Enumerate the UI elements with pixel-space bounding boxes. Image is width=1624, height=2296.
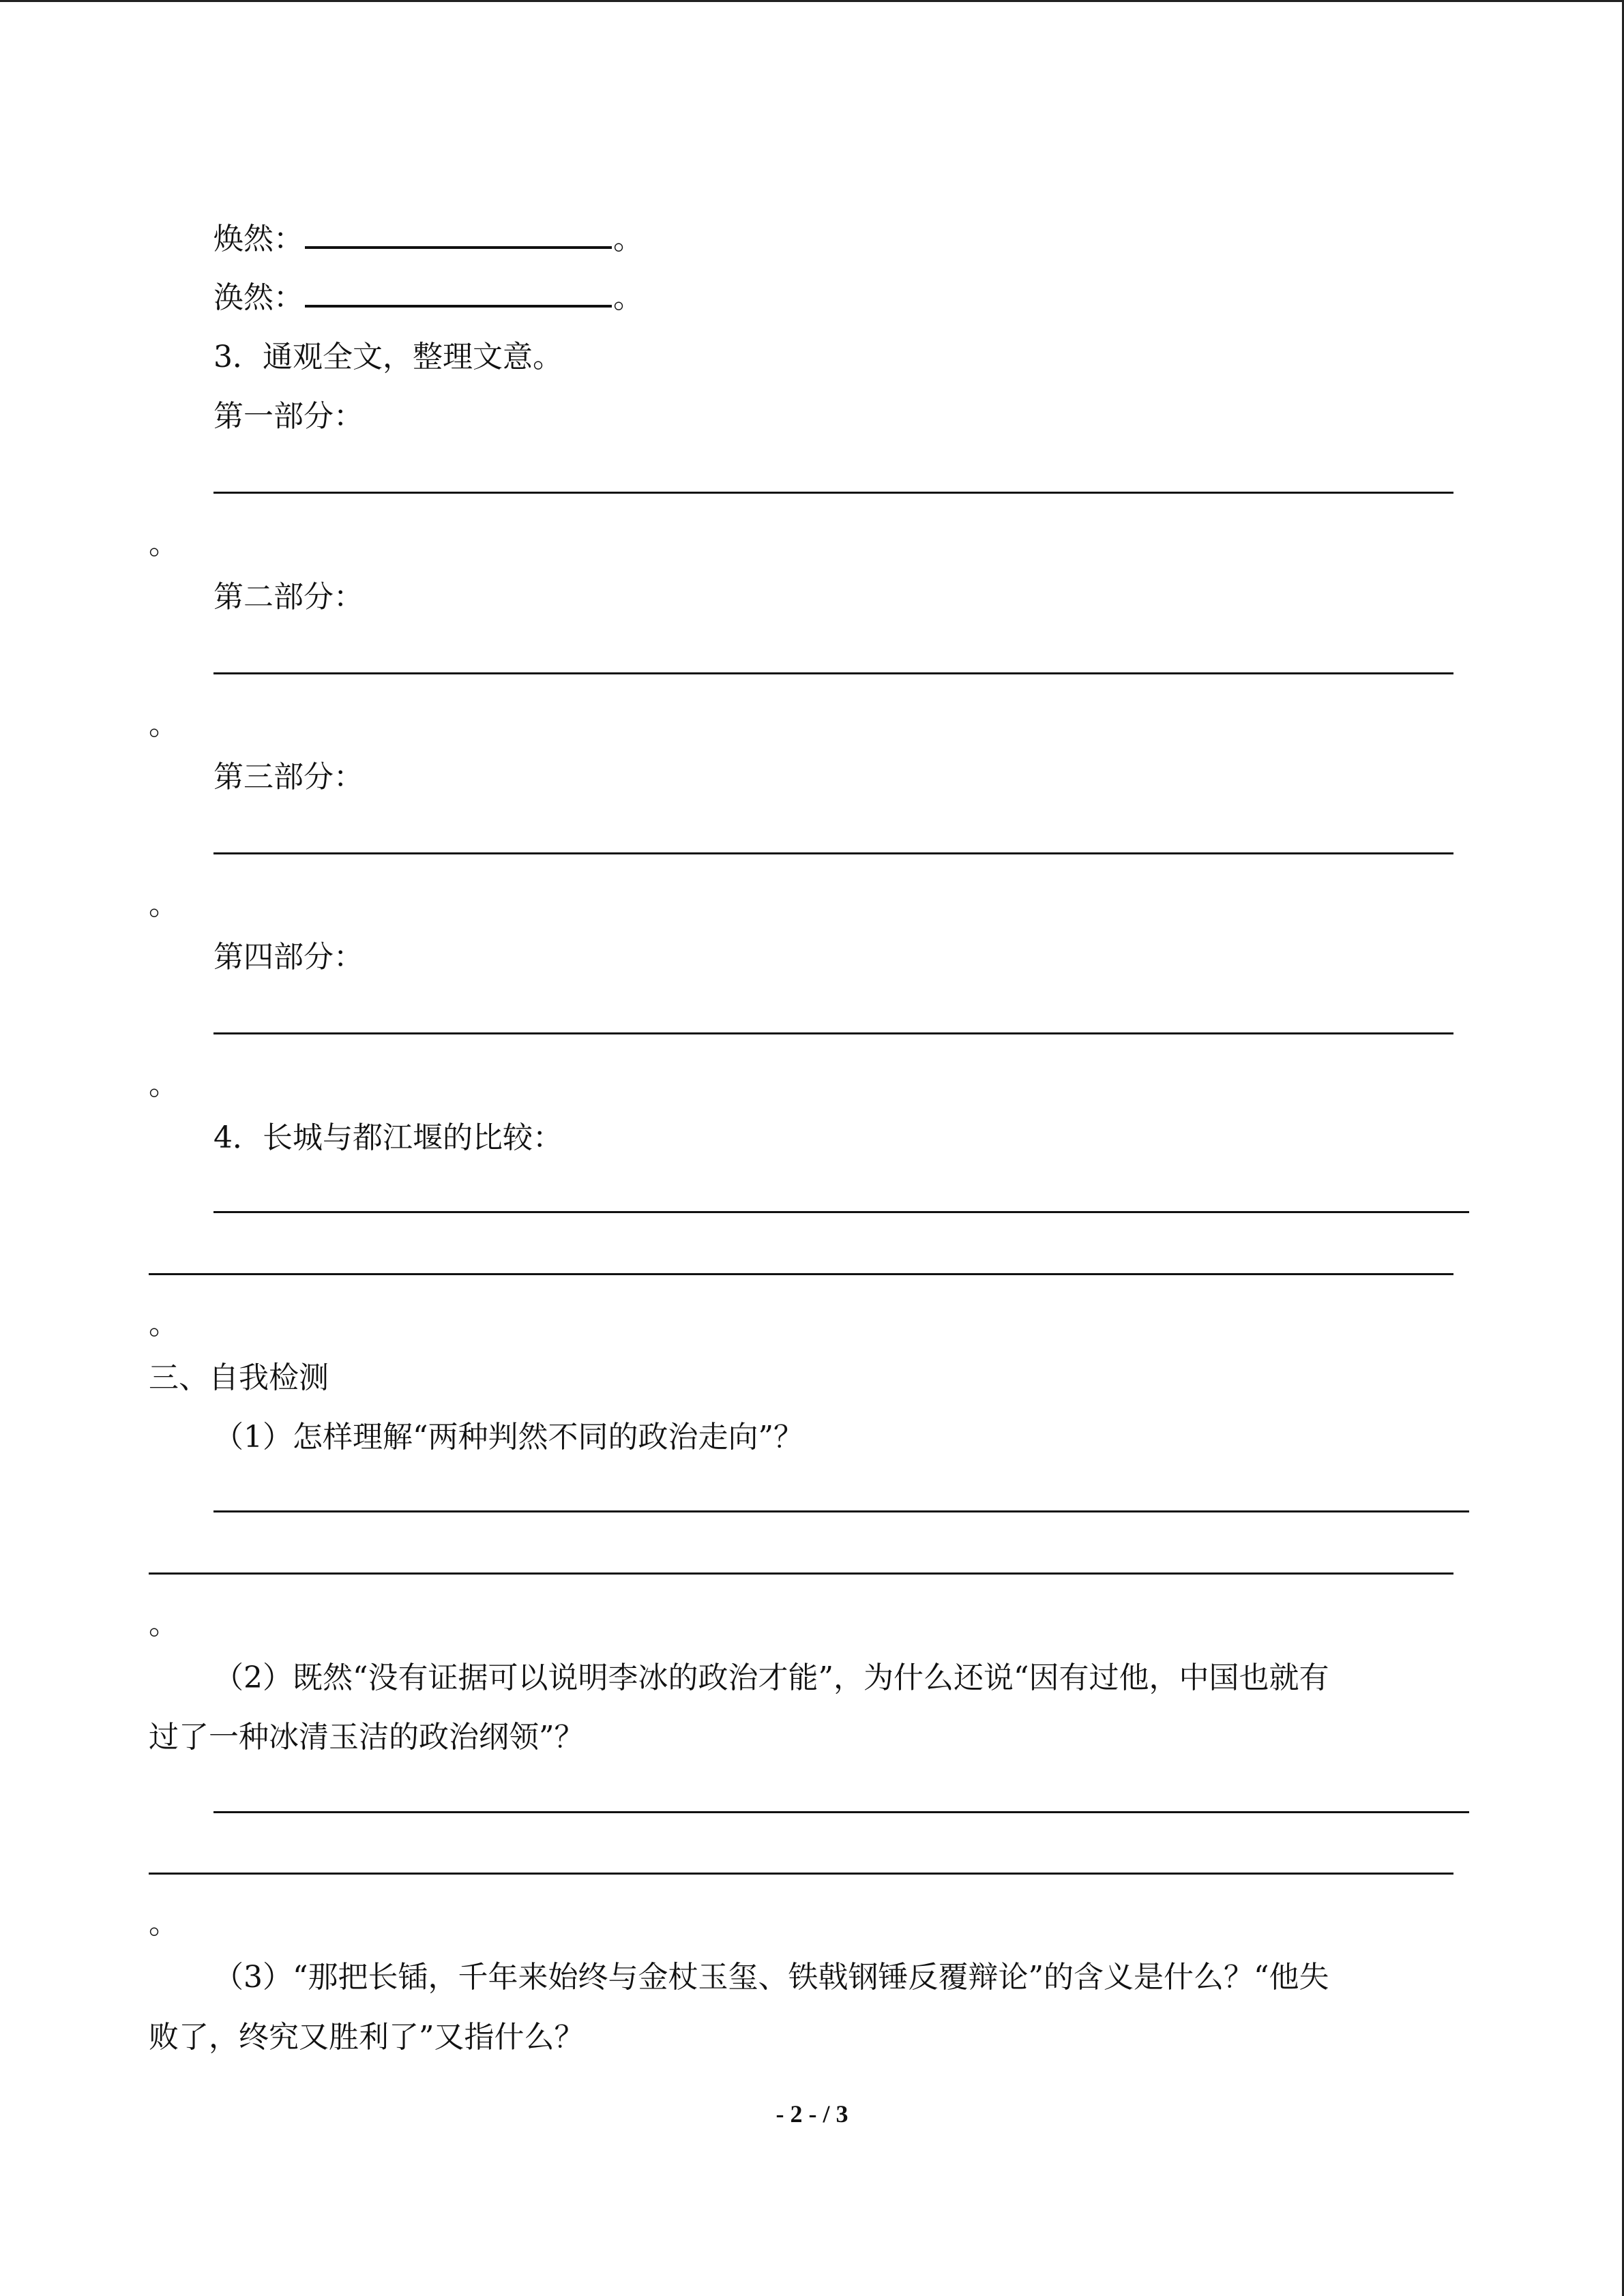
self-test-question-1: （1）怎样理解“两种判然不同的政治走向”？: [213, 1420, 803, 1455]
period: 。: [149, 526, 179, 561]
field-huanran-label: 焕然：: [213, 222, 304, 256]
self-test-question-2-line-1: （2）既然“没有证据可以说明李冰的政治才能”，为什么还说“因有过他，中国也就有: [213, 1660, 1329, 1695]
period: 。: [613, 222, 643, 256]
part-3-label: 第三部分：: [213, 760, 364, 794]
answer-line[interactable]: [213, 852, 1453, 854]
page-number: - 2 - / 3: [776, 2100, 848, 2128]
answer-line[interactable]: [213, 1510, 1469, 1512]
section-3-heading: 三、自我检测: [149, 1360, 329, 1395]
answer-line[interactable]: [149, 1572, 1453, 1575]
answer-line[interactable]: [213, 1211, 1469, 1213]
self-test-question-3-line-2: 败了，终究又胜利了”又指什么？: [149, 2020, 585, 2055]
part-1-label: 第一部分：: [213, 399, 364, 434]
answer-line[interactable]: [149, 1873, 1453, 1875]
self-test-question-2-line-2: 过了一种冰清玉洁的政治纲领”？: [149, 1720, 585, 1755]
self-test-question-3-line-1: （3）“那把长锸，千年来始终与金杖玉玺、铁戟钢锤反覆辩论”的含义是什么？“他失: [213, 1960, 1329, 1995]
period: 。: [149, 1607, 179, 1641]
period: 。: [613, 280, 643, 315]
question-3-title: 3．通观全文，整理文意。: [213, 340, 563, 374]
period: 。: [149, 1906, 179, 1941]
part-2-label: 第二部分：: [213, 580, 364, 614]
question-4-title: 4．长城与都江堰的比较：: [213, 1120, 563, 1155]
answer-blank[interactable]: [305, 278, 612, 308]
period: 。: [149, 887, 179, 922]
answer-blank[interactable]: [305, 219, 612, 249]
period: 。: [149, 1307, 179, 1341]
field-huanran: [213, 219, 643, 260]
period: 。: [149, 707, 179, 742]
part-4-label: 第四部分：: [213, 940, 364, 974]
period: 。: [149, 1067, 179, 1102]
answer-line[interactable]: [213, 1811, 1469, 1813]
answer-line[interactable]: [149, 1273, 1453, 1275]
field-huanran-water-label: 涣然：: [213, 280, 304, 315]
field-huanran-water: [213, 278, 643, 318]
answer-line[interactable]: [213, 1032, 1453, 1034]
answer-line[interactable]: [213, 492, 1453, 494]
answer-line[interactable]: [213, 672, 1453, 674]
